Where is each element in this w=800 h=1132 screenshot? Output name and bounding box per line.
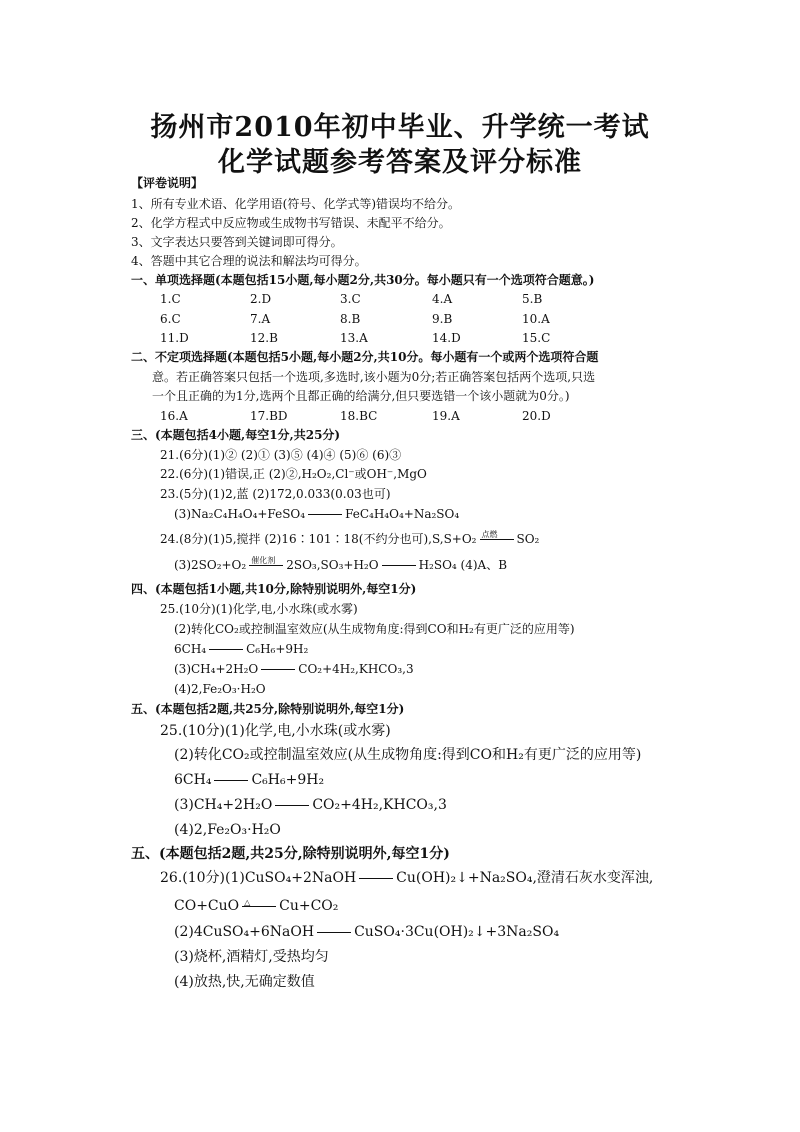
reaction-arrow xyxy=(308,514,342,515)
equation-left: (2)4CuSO₄+6NaOH xyxy=(174,924,315,940)
document-title: 扬州市2010年初中毕业、升学统一考试 xyxy=(150,112,650,143)
answer-line: 21.(6分)(1)② (2)① (3)⑤ (4)④ (5)⑥ (6)③ xyxy=(160,448,402,462)
equation-right: C₆H₆+9H₂ xyxy=(246,642,309,656)
equation-line xyxy=(174,796,447,814)
equation-left: 24.(8分)(1)5,搅拌 (2)16∶101∶18(不约分也可),S,S+O₂ xyxy=(160,532,477,546)
reaction-arrow xyxy=(261,669,295,670)
equation-left: (3)2SO₂+O₂ xyxy=(174,558,247,572)
equation-line xyxy=(174,557,507,573)
answer-item: 4.A xyxy=(432,292,453,306)
equation-left: (3)CH₄+2H₂O xyxy=(174,797,273,813)
equation-line xyxy=(174,897,338,915)
equation-right: FeC₄H₄O₄+Na₂SO₄ xyxy=(345,507,460,521)
equation-line xyxy=(174,641,308,657)
answer-line: (3)烧杯,酒精灯,受热均匀 xyxy=(174,949,329,965)
equation-right: SO₂ xyxy=(516,532,540,546)
reaction-condition: 点燃 xyxy=(481,530,498,539)
reaction-arrow xyxy=(480,530,514,540)
reaction-condition: △ xyxy=(244,897,251,907)
equation-line xyxy=(160,531,539,547)
section2-text: 一个且正确的为1分,选两个且都正确的给满分,但只要选错一个该小题就为0分。) xyxy=(152,389,570,403)
answer-line: 23.(5分)(1)2,蓝 (2)172,0.033(0.03也可) xyxy=(160,487,391,501)
section2-heading: 二、不定项选择题(本题包括5小题,每小题2分,共10分。每小题有一个或两个选项符合题 xyxy=(131,350,599,364)
equation-right: CO₂+4H₂,KHCO₃,3 xyxy=(312,797,447,813)
equation-right: Cu(OH)₂↓+Na₂SO₄,澄清石灰水变浑浊, xyxy=(396,870,654,886)
equation-mid: 2SO₃,SO₃+H₂O xyxy=(286,558,379,572)
answer-item: 7.A xyxy=(250,312,271,326)
answer-line: (4)2,Fe₂O₃·H₂O xyxy=(174,682,266,696)
reaction-arrow xyxy=(275,805,309,806)
answer-item: 20.D xyxy=(522,409,551,423)
equation-line xyxy=(160,869,653,887)
answer-line: (4)2,Fe₂O₃·H₂O xyxy=(174,822,281,838)
reaction-arrow xyxy=(209,649,243,650)
equation-left: (3)Na₂C₄H₄O₄+FeSO₄ xyxy=(174,507,306,521)
answer-line: (2)转化CO₂或控制温室效应(从生成物角度:得到CO和H₂有更广泛的应用等) xyxy=(174,622,575,636)
answer-line: (4)放热,快,无确定数值 xyxy=(174,974,315,990)
equation-line xyxy=(174,506,459,522)
answer-item: 16.A xyxy=(160,409,188,423)
note-line: 1、所有专业术语、化学用语(符号、化学式等)错误均不给分。 xyxy=(131,197,461,211)
reaction-arrow xyxy=(242,897,276,907)
answer-item: 15.C xyxy=(522,331,551,345)
section4-heading: 四、(本题包括1小题,共10分,除特别说明外,每空1分) xyxy=(131,582,417,596)
equation-left: CO+CuO xyxy=(174,898,240,914)
answer-line: 22.(6分)(1)错误,正 (2)②,H₂O₂,Cl⁻或OH⁻,MgO xyxy=(160,467,427,481)
reaction-condition: 催化剂 xyxy=(251,556,276,565)
answer-item: 19.A xyxy=(432,409,460,423)
section2-text: 意。若正确答案只包括一个选项,多选时,该小题为0分;若正确答案包括两个选项,只选 xyxy=(152,370,596,384)
equation-left: 6CH₄ xyxy=(174,642,207,656)
section5-heading: 五、(本题包括2题,共25分,除特别说明外,每空1分) xyxy=(131,702,405,716)
answer-line: 25.(10分)(1)化学,电,小水珠(或水雾) xyxy=(160,602,358,616)
equation-right: Cu+CO₂ xyxy=(279,898,339,914)
notes-heading: 【评卷说明】 xyxy=(131,176,204,190)
reaction-arrow xyxy=(359,878,393,879)
answer-item: 9.B xyxy=(432,312,453,326)
equation-right: CuSO₄·3Cu(OH)₂↓+3Na₂SO₄ xyxy=(354,924,560,940)
equation-left: 6CH₄ xyxy=(174,772,212,788)
answer-item: 13.A xyxy=(340,331,368,345)
answer-item: 12.B xyxy=(250,331,278,345)
equation-right: C₆H₆+9H₂ xyxy=(251,772,325,788)
reaction-arrow xyxy=(382,565,416,566)
answer-item: 2.D xyxy=(250,292,272,306)
answer-item: 18.BC xyxy=(340,409,378,423)
document-subtitle: 化学试题参考答案及评分标准 xyxy=(218,147,582,178)
answer-line: 25.(10分)(1)化学,电,小水珠(或水雾) xyxy=(160,723,391,739)
answer-item: 8.B xyxy=(340,312,361,326)
answer-item: 6.C xyxy=(160,312,181,326)
note-line: 3、文字表达只要答到关键词即可得分。 xyxy=(131,235,343,249)
answer-item: 3.C xyxy=(340,292,361,306)
answer-item: 17.BD xyxy=(250,409,288,423)
reaction-arrow xyxy=(249,556,283,566)
note-line: 4、答题中其它合理的说法和解法均可得分。 xyxy=(131,254,367,268)
note-line: 2、化学方程式中反应物或生成物书写错误、未配平不给分。 xyxy=(131,216,451,230)
equation-left: 26.(10分)(1)CuSO₄+2NaOH xyxy=(160,870,357,886)
section3-heading: 三、(本题包括4小题,每空1分,共25分) xyxy=(131,428,341,442)
equation-right: H₂SO₄ (4)A、B xyxy=(418,558,508,572)
equation-line xyxy=(174,771,324,789)
section1-heading: 一、单项选择题(本题包括15小题,每小题2分,共30分。每小题只有一个选项符合题意。) xyxy=(131,273,595,287)
equation-left: (3)CH₄+2H₂O xyxy=(174,662,259,676)
equation-line xyxy=(174,923,559,941)
answer-line: (2)转化CO₂或控制温室效应(从生成物角度:得到CO和H₂有更广泛的应用等) xyxy=(174,747,642,763)
answer-item: 11.D xyxy=(160,331,189,345)
reaction-arrow xyxy=(317,932,351,933)
reaction-arrow xyxy=(214,780,248,781)
equation-right: CO₂+4H₂,KHCO₃,3 xyxy=(298,662,414,676)
answer-item: 10.A xyxy=(522,312,550,326)
answer-item: 5.B xyxy=(522,292,543,306)
answer-item: 14.D xyxy=(432,331,461,345)
answer-item: 1.C xyxy=(160,292,181,306)
equation-line xyxy=(174,661,414,677)
section6-heading: 五、(本题包括2题,共25分,除特别说明外,每空1分) xyxy=(131,846,450,862)
